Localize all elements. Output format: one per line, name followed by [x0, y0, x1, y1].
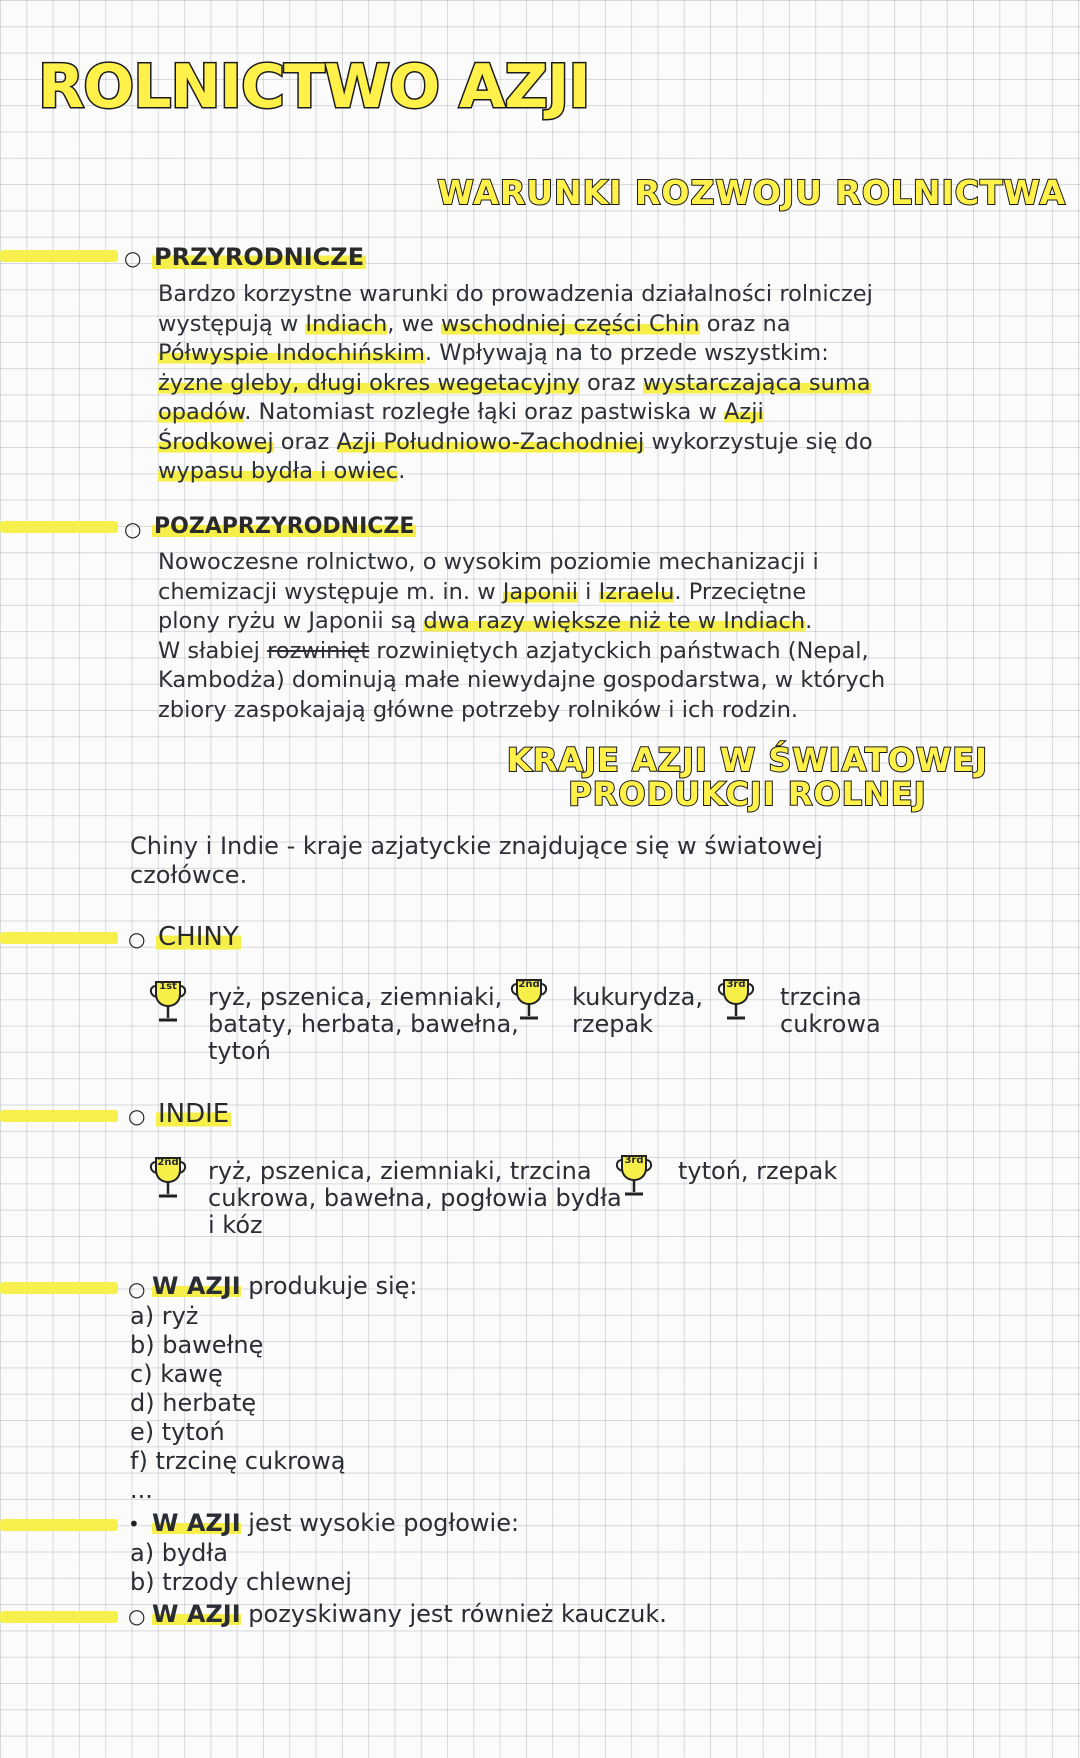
margin-highlight	[0, 1110, 118, 1122]
page-title: ROLNICTWO AZJI	[38, 52, 590, 122]
list-item: f) trzcinę cukrową	[130, 1447, 346, 1475]
text-line: W słabiej rozwinięt rozwiniętych azjatyckich państwach (Nepal,	[158, 637, 869, 664]
rank-badge: 3rd	[726, 979, 746, 990]
heading-india: INDIE	[158, 1099, 230, 1129]
bullet-icon: •	[128, 1512, 140, 1536]
rank-badge: 2nd	[518, 979, 540, 990]
crop-line: ryż, pszenica, ziemniaki, trzcina	[208, 1157, 592, 1185]
text-line: występują w Indiach, we wschodniej części Chin oraz na	[158, 310, 791, 337]
crop-line: kukurydza,	[572, 983, 703, 1011]
crop-line: cukrowa	[780, 1010, 881, 1038]
rank-badge: 3rd	[624, 1155, 644, 1166]
crop-line: cukrowa, bawełna, pogłowia bydła	[208, 1184, 622, 1212]
heading-nonnatural: POZAPRZYRODNICZE	[154, 514, 415, 539]
text-line: plony ryżu w Japonii są dwa razy większe niż te w Indiach.	[158, 608, 813, 634]
crop-list-china-first	[208, 984, 519, 1065]
text-line: chemizacji występuje m. in. w Japonii i Izraelu. Przeciętne	[158, 578, 807, 605]
heading-china: CHINY	[158, 922, 239, 952]
text-line: opadów. Natomiast rozległe łąki oraz pastwiska w Azji	[158, 399, 764, 425]
paragraph-nonnatural	[158, 548, 885, 725]
list-item: a) bydła	[130, 1539, 228, 1567]
heading-natural: PRZYRODNICZE	[154, 243, 365, 271]
section-heading-world-production	[507, 743, 988, 811]
list-item: b) bawełnę	[130, 1331, 264, 1359]
crop-line: tytoń, rzepak	[678, 1157, 838, 1185]
bullet-icon: ○	[128, 927, 146, 951]
list-item: ...	[130, 1476, 153, 1504]
margin-highlight	[0, 932, 118, 944]
text-line: Środkowej oraz Azji Południowo-Zachodniej wykorzystuje się do	[158, 428, 873, 455]
text-line: żyzne gleby, długi okres wegetacyjny oraz wystarczająca suma	[158, 369, 871, 396]
margin-highlight	[0, 1282, 118, 1294]
crop-list-india-third	[678, 1158, 837, 1185]
livestock-heading: W AZJI jest wysokie pogłowie:	[152, 1509, 520, 1537]
crop-line: bataty, herbata, bawełna,	[208, 1010, 519, 1038]
margin-highlight	[0, 1519, 118, 1531]
rank-badge: 2nd	[157, 1157, 179, 1168]
list-item: e) tytoń	[130, 1418, 225, 1446]
crop-line: rzepak	[572, 1010, 654, 1038]
list-item: c) kawę	[130, 1360, 223, 1388]
text-line: wypasu bydła i owiec.	[158, 458, 406, 484]
intro-paragraph	[130, 832, 823, 890]
crop-line: ryż, pszenica, ziemniaki,	[208, 983, 503, 1011]
text-line: Chiny i Indie - kraje azjatyckie znajdujące się w światowej	[130, 832, 823, 860]
section-heading-line: KRAJE AZJI W ŚWIATOWEJ	[506, 741, 988, 779]
crop-line: tytoń	[208, 1037, 271, 1065]
list-item: b) trzody chlewnej	[130, 1568, 352, 1596]
text-line: zbiory zaspokajają główne potrzeby rolników i ich rodzin.	[158, 696, 799, 723]
text-line: czołówce.	[130, 861, 248, 889]
bullet-icon: ○	[128, 1277, 146, 1301]
text-line: Półwyspie Indochińskim. Wpływają na to przede wszystkim:	[158, 340, 829, 366]
margin-highlight	[0, 250, 118, 262]
crop-line: i kóz	[208, 1211, 263, 1239]
rubber-note: W AZJI pozyskiwany jest również kauczuk.	[152, 1600, 667, 1628]
crop-line: trzcina	[780, 983, 862, 1011]
margin-highlight	[0, 521, 118, 533]
bullet-icon: ○	[124, 517, 142, 541]
crop-list-india-second	[208, 1158, 622, 1239]
bullet-icon: ○	[128, 1104, 146, 1128]
margin-highlight	[0, 1611, 118, 1623]
bullet-icon: ○	[128, 1604, 146, 1628]
production-list	[130, 1302, 345, 1505]
section-heading-conditions: WARUNKI ROZWOJU ROLNICTWA	[437, 173, 1066, 212]
list-item: a) ryż	[130, 1302, 199, 1330]
section-heading-line: PRODUKCJI ROLNEJ	[568, 775, 927, 813]
text-line: Nowoczesne rolnictwo, o wysokim poziomie mechanizacji i	[158, 549, 819, 575]
crop-list-china-second	[572, 984, 703, 1038]
list-item: d) herbatę	[130, 1389, 257, 1417]
paragraph-natural	[158, 280, 873, 487]
text-line: Bardzo korzystne warunki do prowadzenia działalności rolniczej	[158, 281, 873, 307]
livestock-list	[130, 1539, 352, 1597]
bullet-icon: ○	[124, 246, 142, 270]
crop-list-china-third	[780, 984, 881, 1038]
rank-badge: 1st	[159, 981, 177, 992]
text-line: Kambodża) dominują małe niewydajne gospodarstwa, w których	[158, 667, 886, 693]
production-heading: W AZJI produkuje się:	[152, 1272, 418, 1300]
